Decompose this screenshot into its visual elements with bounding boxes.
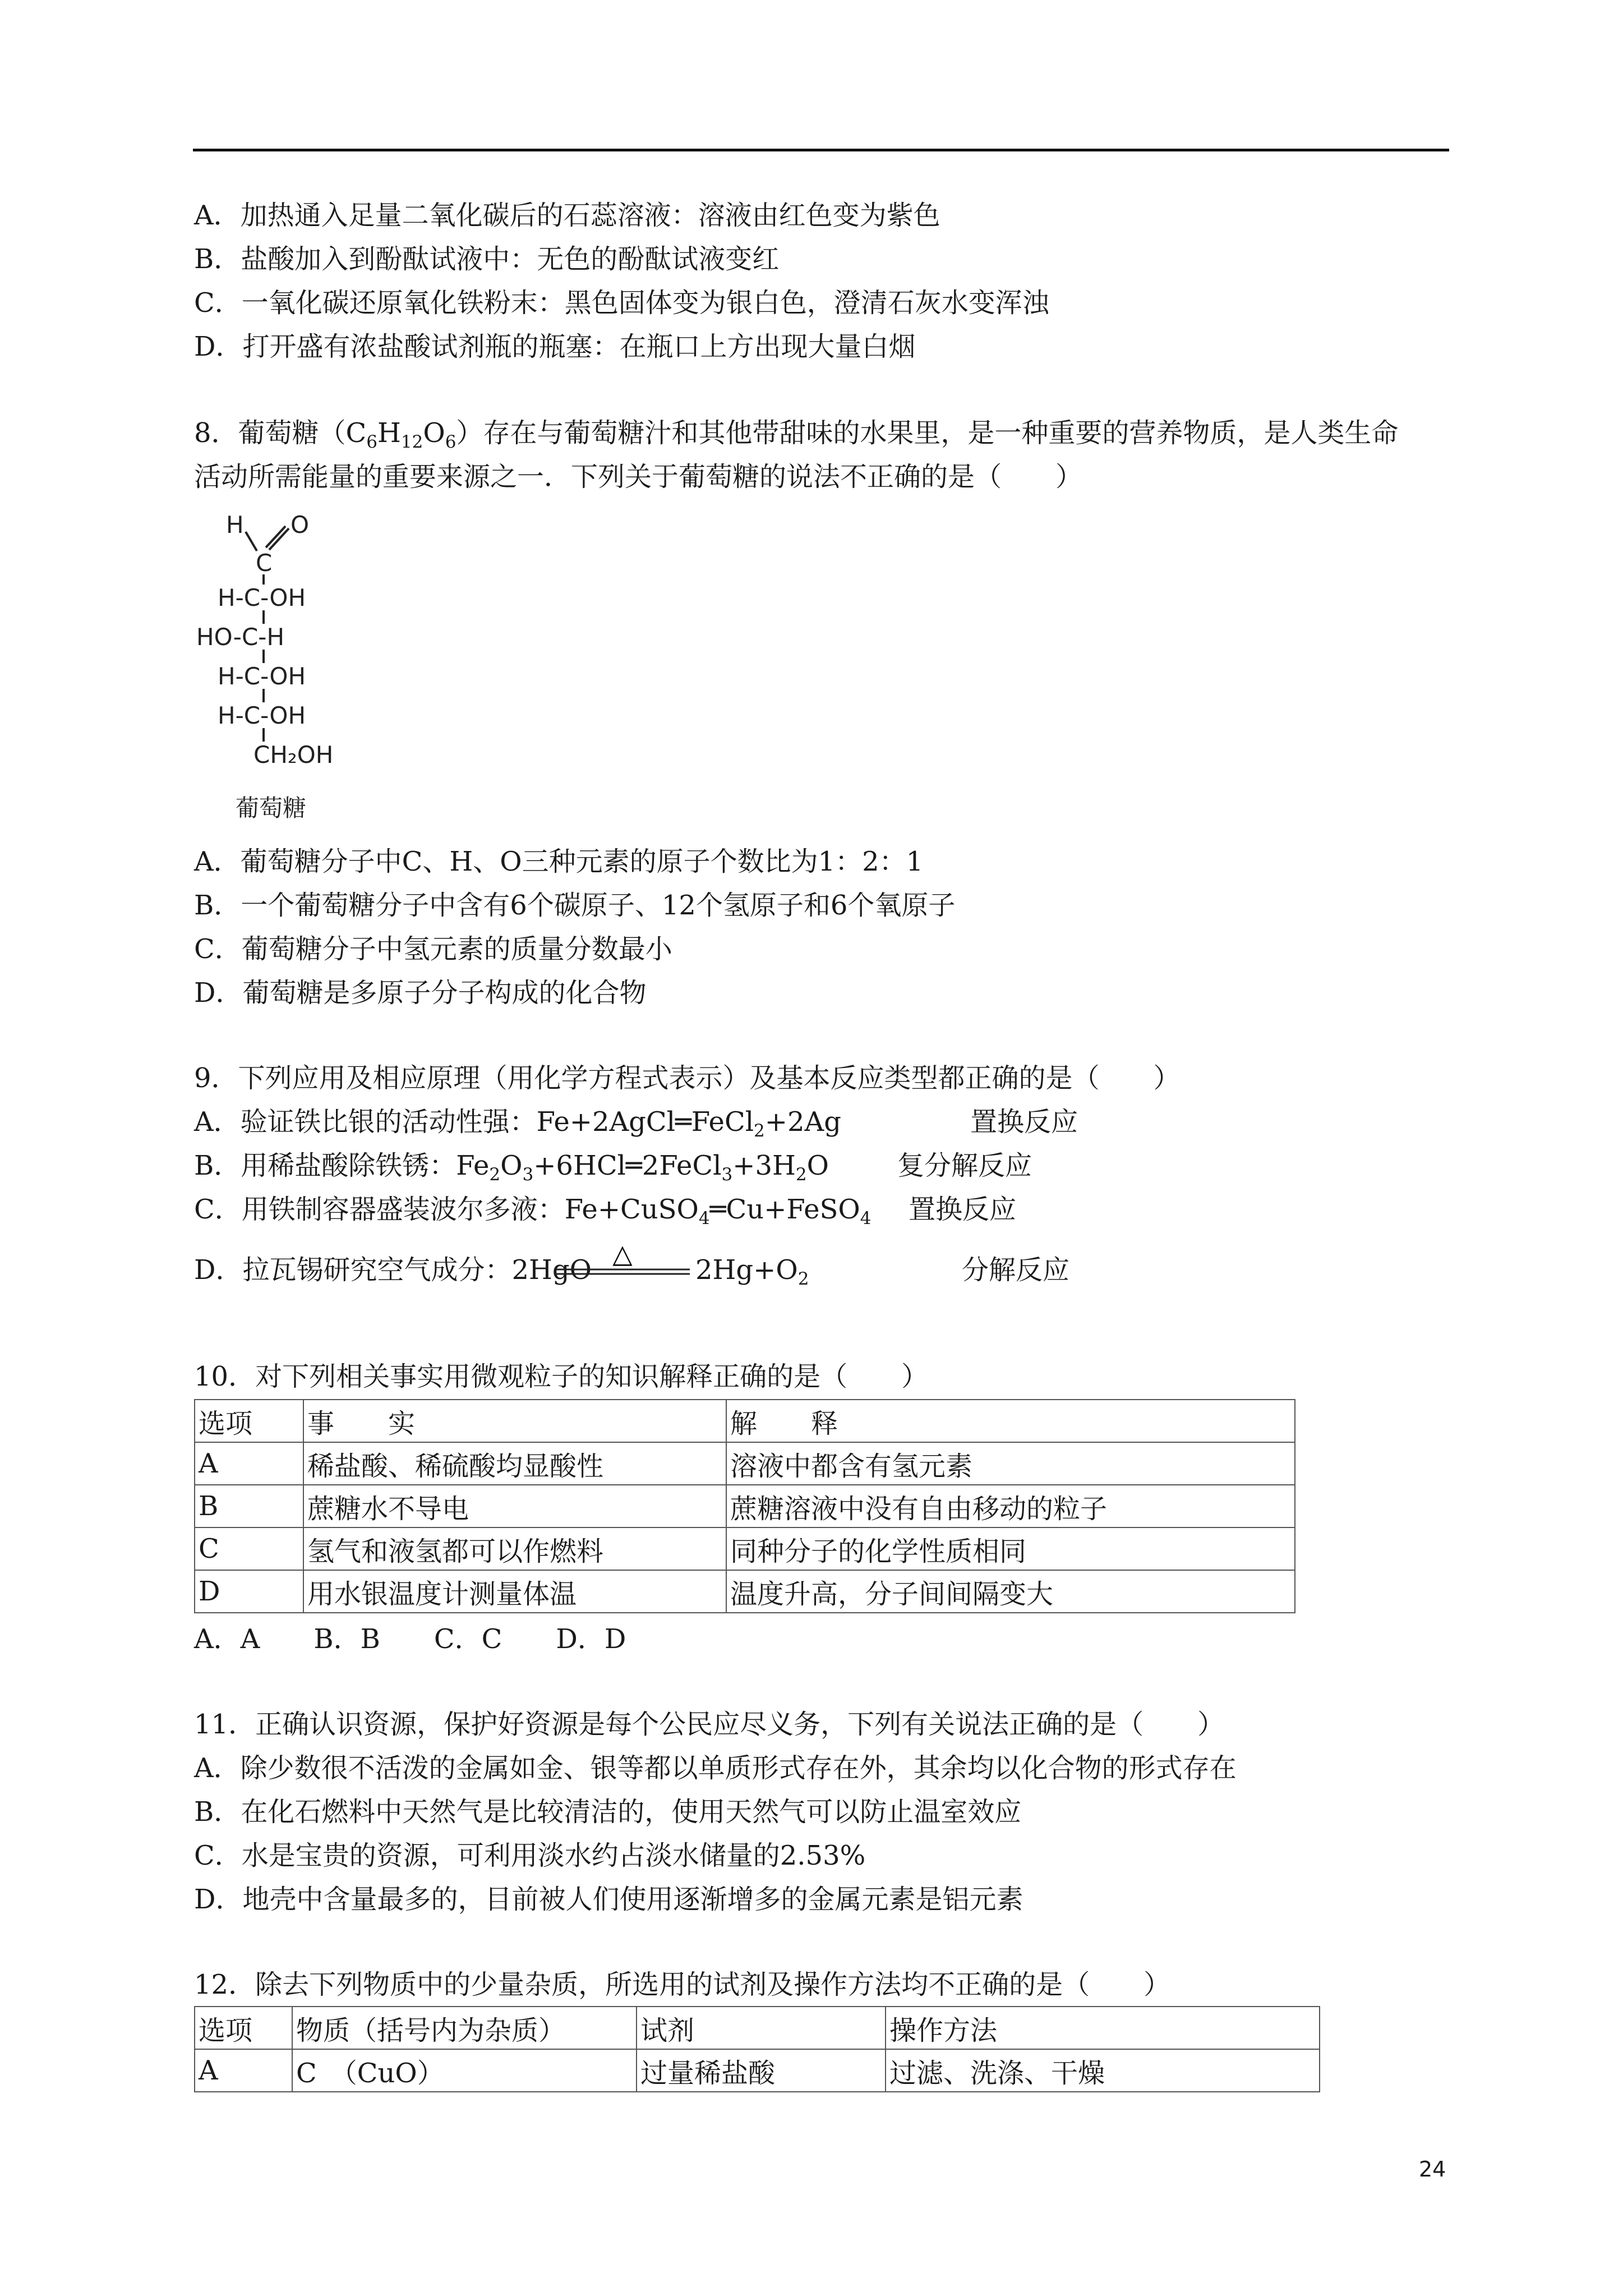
table-cell: 溶液中都含有氢元素	[726, 1442, 1295, 1485]
header-rule	[193, 149, 1449, 151]
table-cell: 同种分子的化学性质相同	[726, 1527, 1295, 1570]
q11-option-d: D．地壳中含量最多的，目前被人们使用逐渐增多的金属元素是铝元素	[194, 1884, 1023, 1915]
q11-option-b: B．在化石燃料中天然气是比较清洁的，使用天然气可以防止温室效应	[194, 1796, 1022, 1828]
q8-stem-line1: 8．葡萄糖$(C_6H_{12}O_6)$存在与葡萄糖汁和其他带甜味的水果里，是一种重要的营养物质，是人类生命	[194, 417, 1399, 452]
structure-o: O	[291, 511, 310, 539]
table-cell: A	[195, 2049, 292, 2092]
table-row	[195, 1570, 1295, 1613]
q8-option-a: A．葡萄糖分子中C、H、O三种元素的原子个数比为1：2：1	[194, 846, 924, 877]
q7-option-b: B．盐酸加入到酚酞试液中：无色的酚酞试液变红	[194, 243, 780, 275]
q7-option-c: C．一氧化碳还原氧化铁粉末：黑色固体变为银白色，澄清石灰水变浑浊	[194, 287, 1049, 319]
q8-option-c: C．葡萄糖分子中氢元素的质量分数最小	[194, 933, 672, 965]
q11-option-c: C．水是宝贵的资源，可利用淡水约占淡水储量的2.53%	[194, 1840, 866, 1871]
table-header-cell: 解 释	[726, 1400, 1295, 1442]
q11-option-a: A．除少数很不活泼的金属如金、银等都以单质形式存在外，其余均以化合物的形式存在	[194, 1752, 1237, 1784]
structure-row3: HO-C-H	[196, 623, 285, 651]
q9-option-d-type: 分解反应	[962, 1254, 1070, 1286]
table-header-cell: 事 实	[303, 1400, 726, 1442]
table-header-cell: 物质（括号内为杂质）	[292, 2007, 637, 2049]
q10-table	[194, 1399, 1295, 1613]
table-cell: 用水银温度计测量体温	[303, 1570, 726, 1613]
structure-row5: H-C-OH	[218, 702, 306, 729]
table-header-cell: 选项	[195, 2007, 292, 2049]
table-cell: 过滤、洗涤、干燥	[886, 2049, 1320, 2092]
q8-option-d: D．葡萄糖是多原子分子构成的化合物	[194, 977, 647, 1009]
q9-option-b-type: 复分解反应	[897, 1150, 1032, 1181]
q8-stem-line2: 活动所需能量的重要来源之一．下列关于葡萄糖的说法不正确的是（ ）	[194, 461, 1083, 493]
structure-row2: H-C-OH	[218, 584, 306, 611]
table-header-row	[195, 1400, 1295, 1442]
table-header-cell: 试剂	[637, 2007, 886, 2049]
table-header-cell: 选项	[195, 1400, 303, 1442]
table-cell: C （CuO）	[292, 2049, 637, 2092]
glucose-structure-diagram	[191, 505, 359, 830]
table-row	[195, 1485, 1295, 1527]
table-row	[195, 2049, 1320, 2092]
table-cell: 氢气和液氢都可以作燃料	[303, 1527, 726, 1570]
table-cell: 蔗糖水不导电	[303, 1485, 726, 1527]
q9-option-b: B．用稀盐酸除铁锈：$Fe_2O_3+6HCl═2FeCl_3+3H_2O$	[194, 1150, 829, 1185]
table-cell: 稀盐酸、稀硫酸均显酸性	[303, 1442, 726, 1485]
structure-c1: C	[256, 549, 273, 577]
q9-stem: 9．下列应用及相应原理（用化学方程式表示）及基本反应类型都正确的是（ ）	[194, 1062, 1181, 1094]
q9-option-d-left: D．拉瓦锡研究空气成分：2HgO	[194, 1254, 592, 1286]
table-row	[195, 1527, 1295, 1570]
table-cell: C	[195, 1527, 303, 1570]
table-cell: 过量稀盐酸	[637, 2049, 886, 2092]
q10-answer-choices: A．A B．B C．C D．D	[194, 1623, 626, 1655]
table-cell: A	[195, 1442, 303, 1485]
q12-table	[194, 2006, 1320, 2092]
heat-triangle-icon: △	[612, 1243, 633, 1269]
page-number: 24	[1419, 2157, 1446, 2182]
q9-option-d-right: $2Hg+O_2$	[695, 1254, 809, 1289]
q12-stem: 12．除去下列物质中的少量杂质，所选用的试剂及操作方法均不正确的是（ ）	[194, 1969, 1171, 2000]
q8-option-b: B．一个葡萄糖分子中含有6个碳原子、12个氢原子和6个氧原子	[194, 890, 956, 921]
structure-row4: H-C-OH	[218, 662, 306, 690]
structure-caption: 葡萄糖	[236, 794, 307, 822]
table-cell: D	[195, 1570, 303, 1613]
q9-option-c: C．用铁制容器盛装波尔多液：Fe+CuSO$_4$═Cu+FeSO$_4$	[194, 1194, 872, 1228]
structure-row6: CH₂OH	[253, 741, 334, 769]
table-header-cell: 操作方法	[886, 2007, 1320, 2049]
table-header-row	[195, 2007, 1320, 2049]
heating-condition-sign	[555, 1243, 695, 1282]
table-cell: 蔗糖溶液中没有自由移动的粒子	[726, 1485, 1295, 1527]
table-cell: B	[195, 1485, 303, 1527]
q11-stem: 11．正确认识资源，保护好资源是每个公民应尽义务，下列有关说法正确的是（ ）	[194, 1709, 1225, 1740]
q7-option-a: A．加热通入足量二氧化碳后的石蕊溶液：溶液由红色变为紫色	[194, 200, 940, 231]
q9-option-a-type: 置换反应	[970, 1106, 1078, 1138]
q7-option-d: D．打开盛有浓盐酸试剂瓶的瓶塞：在瓶口上方出现大量白烟	[194, 331, 916, 362]
structure-h: H	[226, 511, 244, 539]
table-row	[195, 1442, 1295, 1485]
table-cell: 温度升高，分子间间隔变大	[726, 1570, 1295, 1613]
q10-stem: 10．对下列相关事实用微观粒子的知识解释正确的是（ ）	[194, 1361, 929, 1392]
q9-option-c-type: 置换反应	[909, 1194, 1017, 1225]
q9-option-a: A．验证铁比银的活动性强：Fe+2AgCl═FeCl$_2$+2Ag	[194, 1106, 841, 1141]
